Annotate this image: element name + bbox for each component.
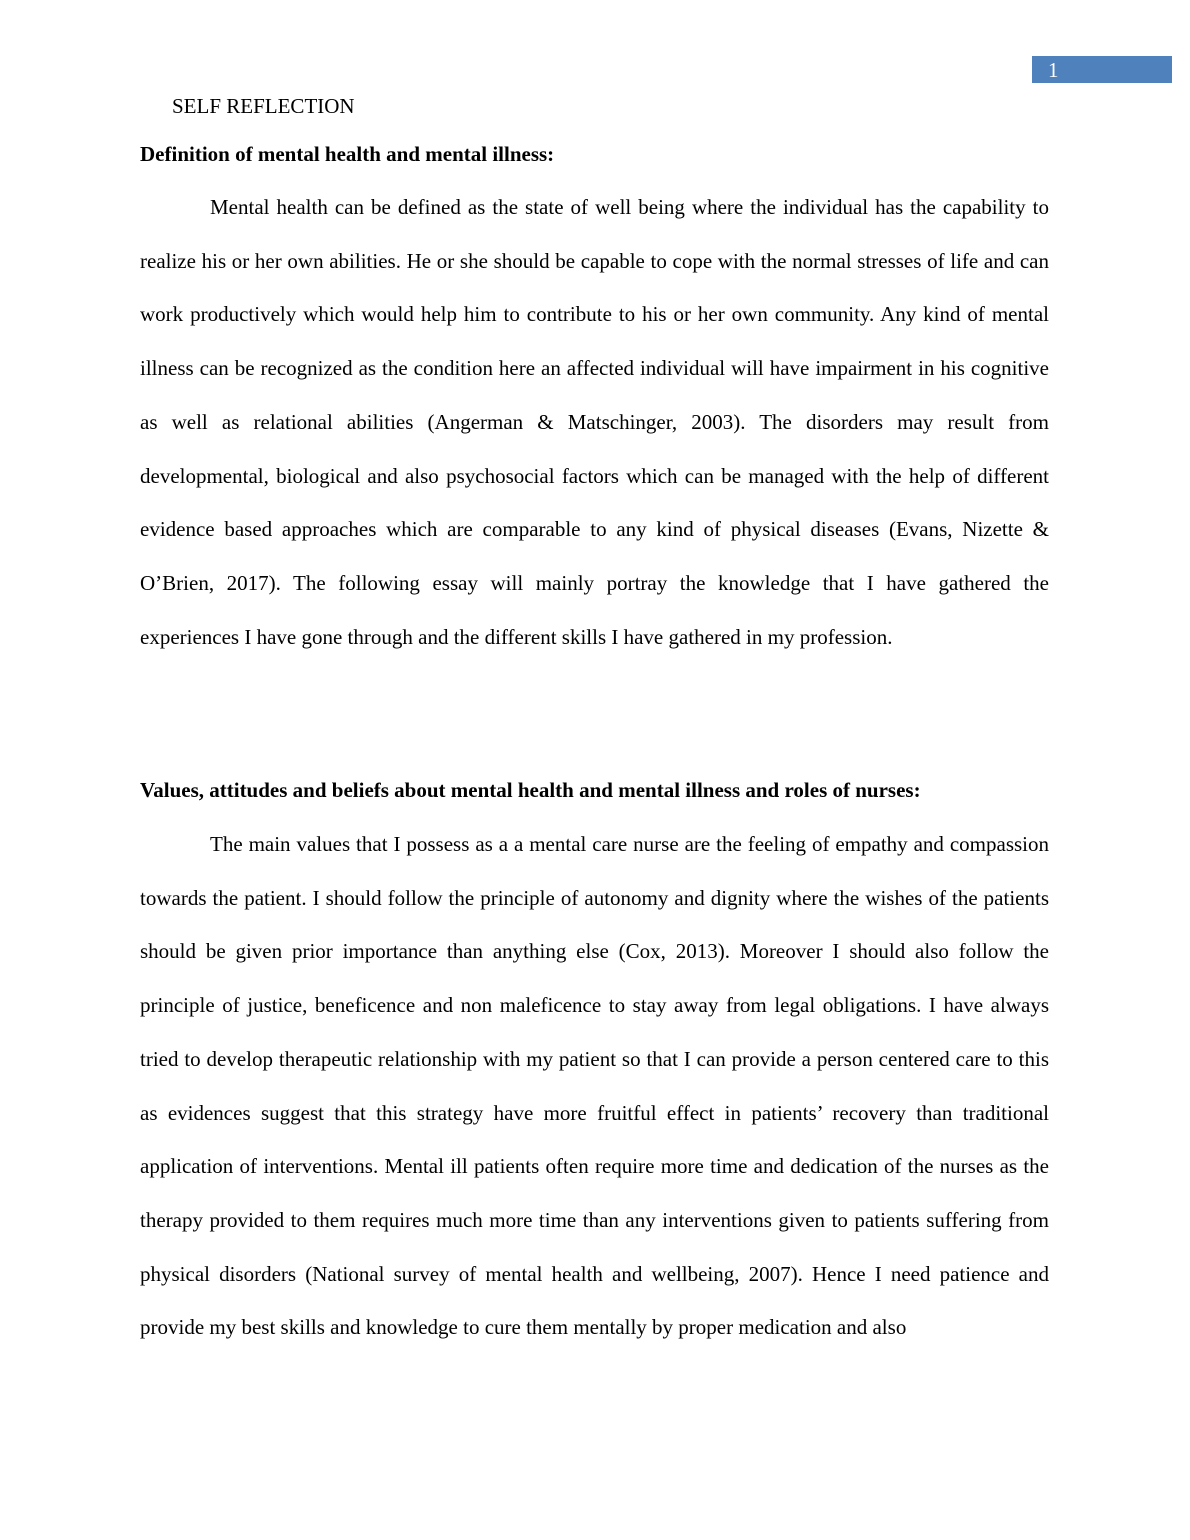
- page-number: 1: [1048, 58, 1059, 82]
- body-paragraph-definition: Mental health can be defined as the state of well being where the individual has the capability to realize his or her own abilities. He or she should be capable to cope with the normal stresses of life and can work productively which would help him to contribute to his or her own community. Any kind of mental illness can be recognized as the condition here an affected individual will have impairment in his cognitive as well as relational abilities (Angerman & Matschinger, 2003). The disorders may result from developmental, biological and also psychosocial factors which can be managed with the help of different evidence based approaches which are comparable to any kind of physical diseases (Evans, Nizette & O’Brien, 2017). The following essay will mainly portray the knowledge that I have gathered the experiences I have gone through and the different skills I have gathered in my profession.: [140, 195, 1049, 649]
- page-number-bar: [1032, 56, 1172, 83]
- section-heading-values: Values, attitudes and beliefs about mental health and mental illness and roles of nurses:: [140, 778, 921, 802]
- body-paragraph-values: The main values that I possess as a a mental care nurse are the feeling of empathy and compassion towards the patient. I should follow the principle of autonomy and dignity where the wishes of the patients should be given prior importance than anything else (Cox, 2013). Moreover I should also follow the principle of justice, beneficence and non maleficence to stay away from legal obligations. I have always tried to develop therapeutic relationship with my patient so that I can provide a person centered care to this as evidences suggest that this strategy have more fruitful effect in patients’ recovery than traditional application of interventions. Mental ill patients often require more time and dedication of the nurses as the therapy provided to them requires much more time than any interventions given to patients suffering from physical disorders (National survey of mental health and wellbeing, 2007). Hence I need patience and provide my best skills and knowledge to cure them mentally by proper medication and also: [140, 832, 1049, 1340]
- section-heading-definition: Definition of mental health and mental illness:: [140, 142, 555, 166]
- running-head: SELF REFLECTION: [172, 94, 355, 118]
